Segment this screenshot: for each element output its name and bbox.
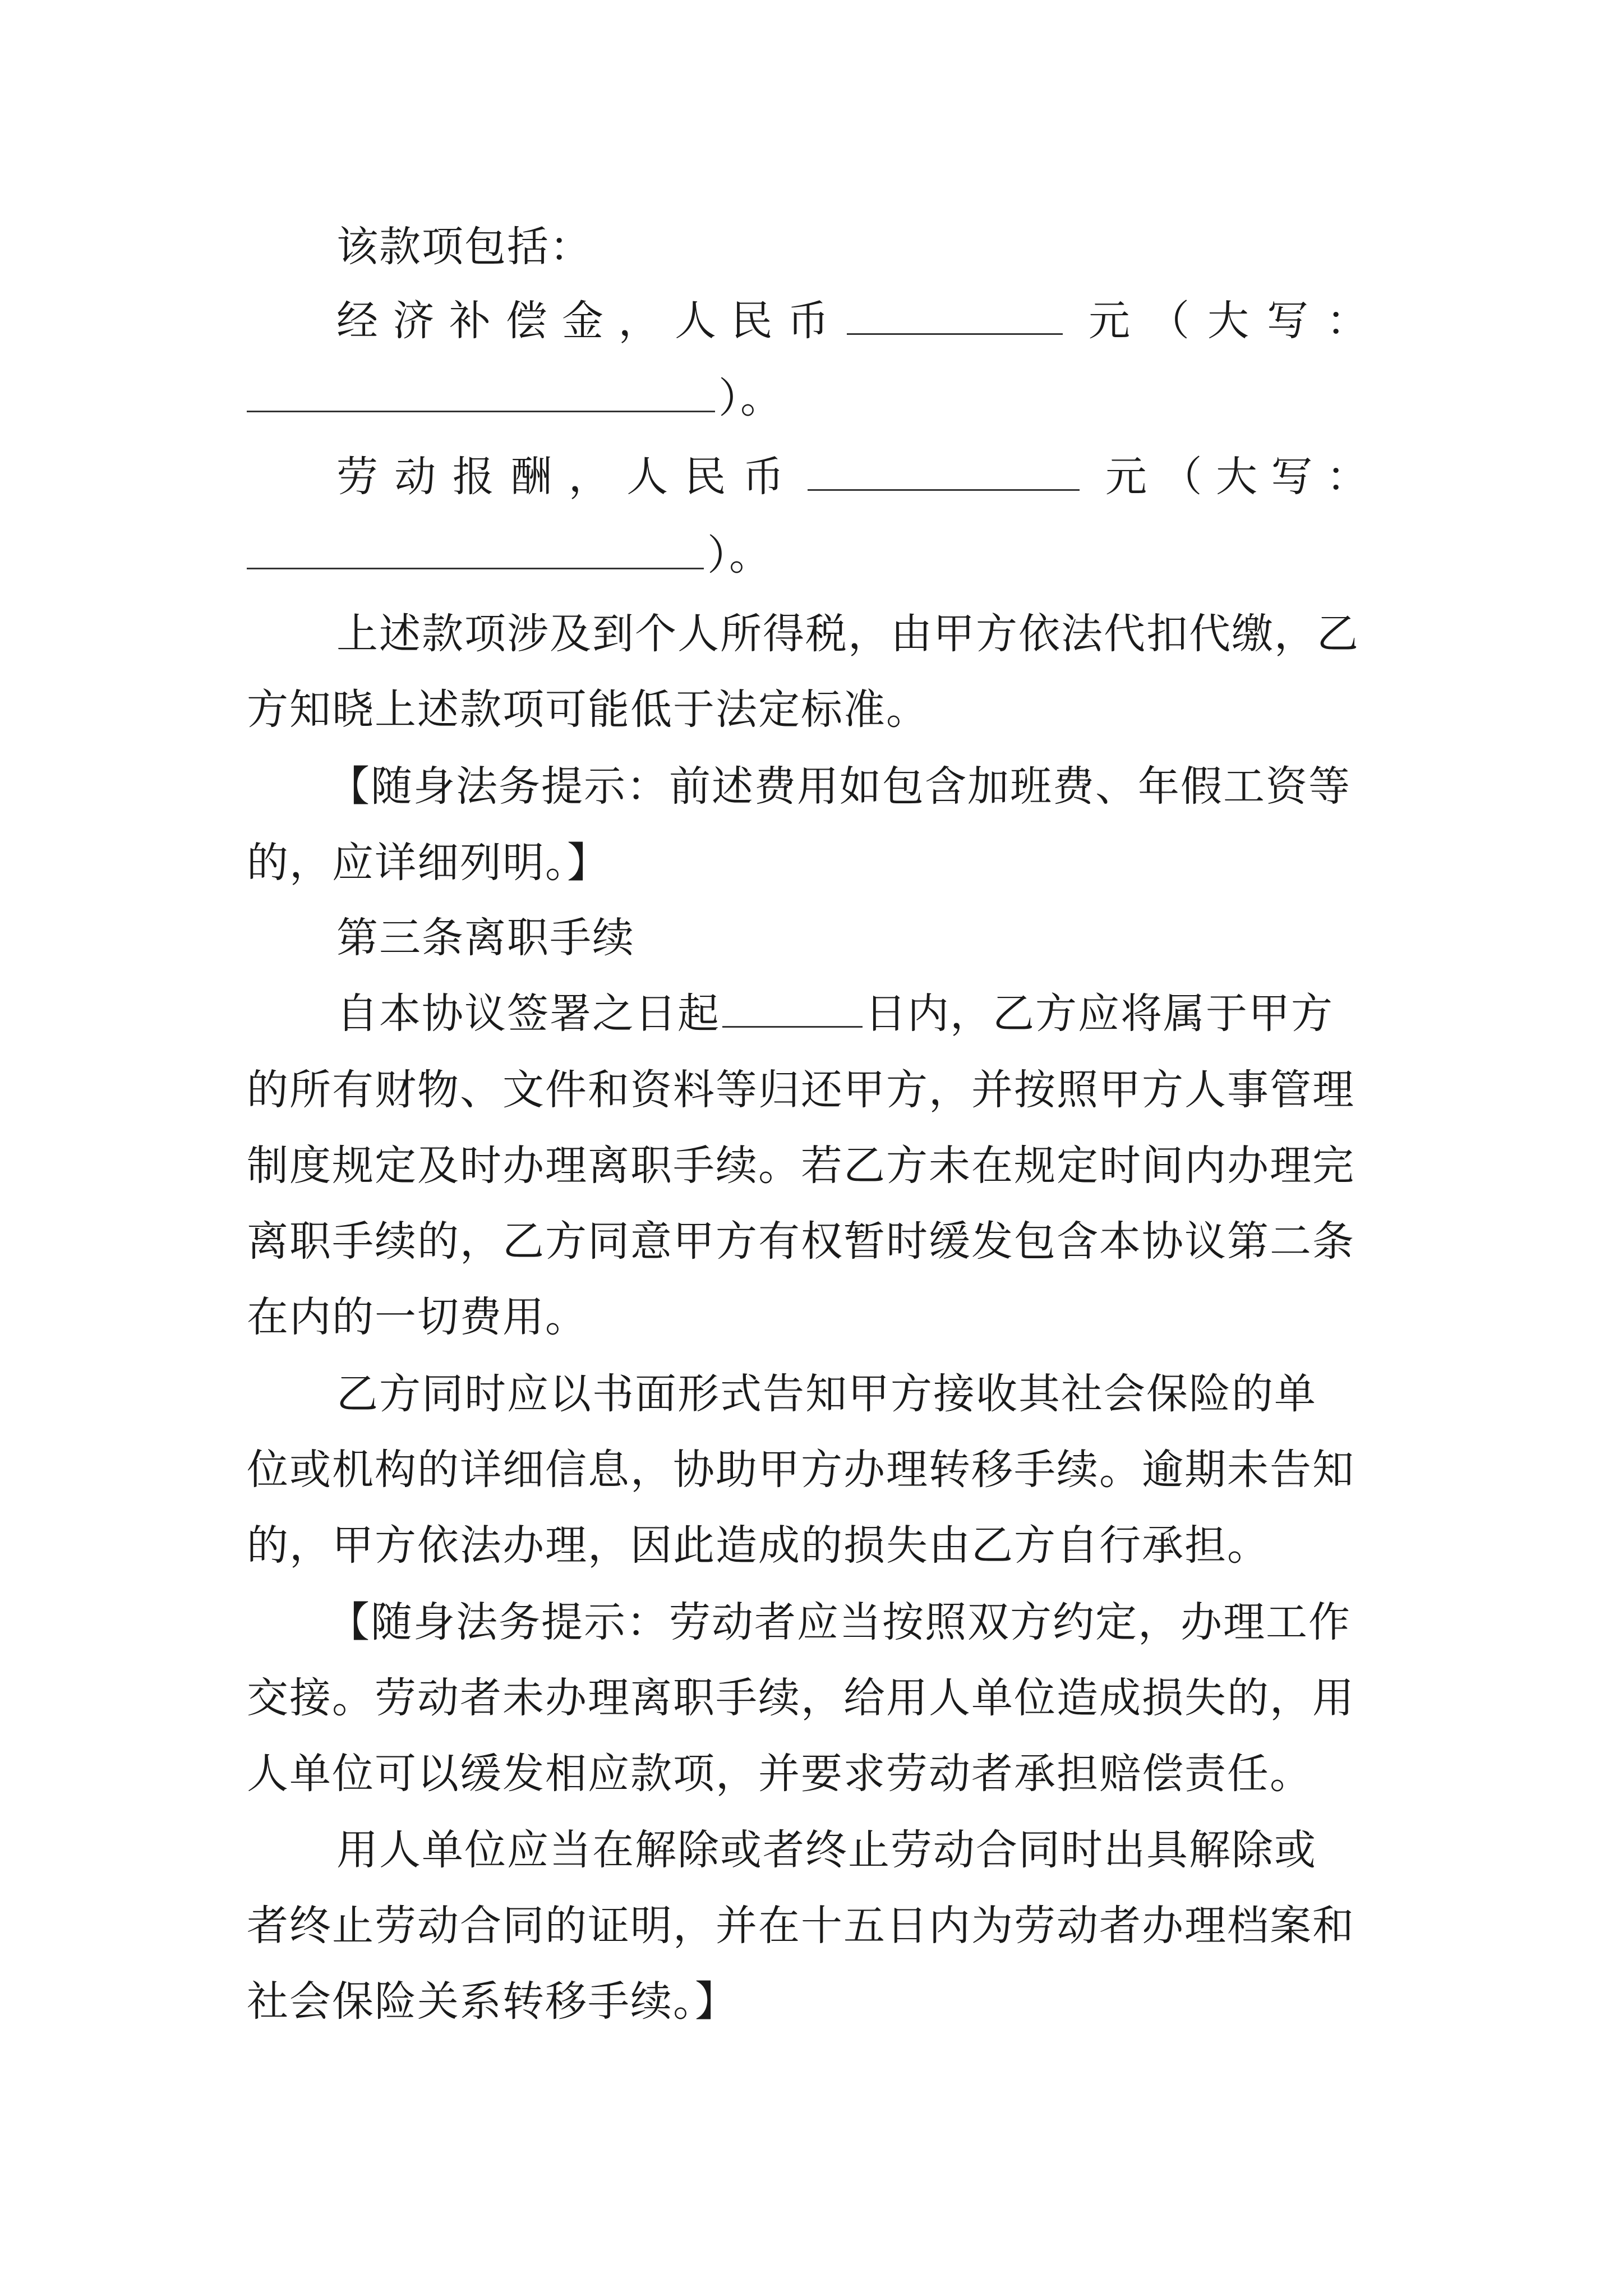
social-insurance-paragraph-line1: 乙方同时应以书面形式告知甲方接收其社会保险的单	[336, 1370, 1317, 1418]
tax-paragraph-line1: 上述款项涉及到个人所得税，由甲方依法代扣代缴，乙	[336, 610, 1359, 658]
resignation-paragraph-line1: 自本协议签署之日起 日内，乙方应将属于甲方	[336, 986, 1475, 1042]
days-blank	[722, 987, 863, 1028]
compensation-label: 经 济 补 偿 金 ， 人 民 币	[336, 297, 830, 345]
remuneration-label: 劳 动 报 酬 ， 人 民 币	[336, 453, 785, 501]
legal-tip-2-line2: 交接。劳动者未办理离职手续，给用人单位造成损失的，用	[247, 1674, 1355, 1722]
social-insurance-paragraph-line3: 的，甲方依法办理，因此造成的损失由乙方自行承担。	[247, 1521, 1270, 1570]
social-insurance-paragraph-line2: 位或机构的详细信息，协助甲方办理转移手续。逾期未告知	[247, 1446, 1355, 1494]
payment-intro: 该款项包括：	[336, 223, 592, 271]
resignation-paragraph-line5: 在内的一切费用。	[247, 1293, 588, 1341]
remuneration-line	[336, 449, 1385, 505]
remuneration-capital-line: ）。	[247, 527, 1385, 583]
remuneration-amount-blank	[808, 450, 1080, 491]
resignation-paragraph-line4: 离职手续的，乙方同意甲方有权暂时缓发包含本协议第二条	[247, 1217, 1355, 1266]
compensation-line	[336, 293, 1385, 349]
legal-tip-2-line4: 用人单位应当在解除或者终止劳动合同时出具解除或	[336, 1826, 1317, 1874]
remuneration-unit: 元 （ 大 写 ：	[1105, 453, 1369, 501]
legal-tip-2-line5: 者终止劳动合同的证明，并在十五日内为劳动者办理档案和	[247, 1902, 1355, 1950]
compensation-amount-blank	[847, 294, 1063, 335]
resignation-paragraph-line2: 的所有财物、文件和资料等归还甲方，并按照甲方人事管理	[247, 1066, 1355, 1114]
legal-tip-1-line1: 【随身法务提示：前述费用如包含加班费、年假工资等	[328, 762, 1351, 811]
legal-tip-2-line6: 社会保险关系转移手续。】	[247, 1977, 737, 2026]
legal-tip-2-line1: 【随身法务提示：劳动者应当按照双方约定，办理工作	[328, 1598, 1351, 1646]
compensation-capital-line: ）。	[247, 370, 1385, 426]
remuneration-capital-blank	[247, 528, 704, 569]
legal-tip-2-line3: 人单位可以缓发相应款项，并要求劳动者承担赔偿责任。	[247, 1750, 1312, 1798]
article-three-heading: 第三条离职手续	[336, 914, 635, 962]
legal-tip-1-line2: 的，应详细列明。】	[247, 839, 610, 887]
compensation-unit: 元 （ 大 写 ：	[1089, 297, 1369, 345]
tax-paragraph-line2: 方知晓上述款项可能低于法定标准。	[247, 685, 929, 734]
compensation-capital-blank	[247, 371, 715, 412]
resignation-paragraph-line3: 制度规定及时办理离职手续。若乙方未在规定时间内办理完	[247, 1142, 1355, 1190]
